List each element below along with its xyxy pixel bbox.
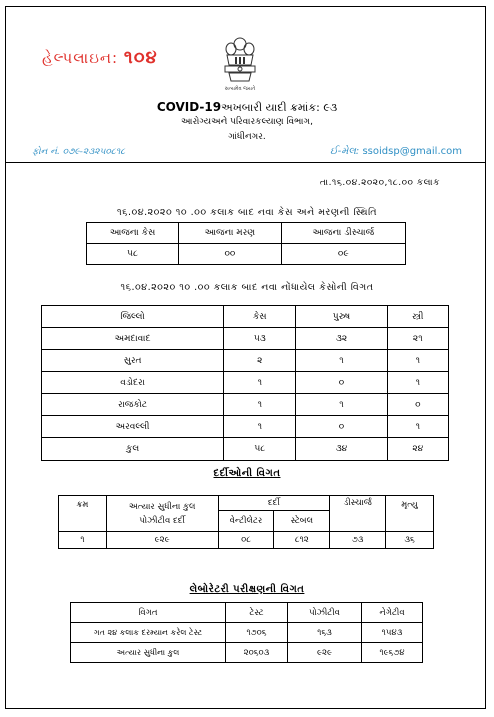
positive-count: ૯૨૯ — [287, 643, 361, 663]
cases-count: ૫૩ — [224, 328, 296, 350]
male-count: ૧ — [296, 350, 387, 372]
negative-count: ૧૫૪૩ — [362, 623, 423, 643]
district-name: અમદાવાદ — [42, 328, 224, 350]
male-count: ૧ — [296, 394, 387, 416]
phone-number: ફોન નં. ૦૭૯-૨૩૨૫૦૮૧૮ — [32, 147, 126, 157]
header-today-deaths: આજના મરણ — [179, 223, 281, 244]
district-name: સુરત — [42, 350, 224, 372]
female-count: ૧ — [387, 350, 448, 372]
header-ventilator: વેન્ટીલેટર — [218, 510, 274, 531]
helpline-number: ૧૦૪ — [123, 47, 158, 68]
tests-count: ૧૭૦૬ — [226, 623, 288, 643]
total-female: ૨૪ — [387, 438, 448, 461]
table-header-row — [87, 223, 406, 244]
detail-label: અત્યાર સુધીના કુલ — [71, 643, 226, 663]
lab-section-title-text: લેબોરેટરી પરીક્ષણની વિગત — [189, 584, 305, 595]
negative-count: ૧૯૬૭૪ — [362, 643, 423, 663]
female-count: ૦ — [387, 394, 448, 416]
detail-label: ગત ૨૪ કલાક દરમ્યાન કરેલ ટેસ્ટ — [71, 623, 226, 643]
header-detail: વિગત — [71, 603, 226, 623]
header-positive: પોઝીટીવ — [287, 603, 361, 623]
stable-count: ૮૧૨ — [274, 532, 330, 549]
header-male: પુરુષ — [296, 306, 387, 328]
email-contact[interactable] — [330, 146, 462, 157]
ventilator-count: ૦૮ — [218, 532, 274, 549]
header-total-positive: અત્યાર સુધીના કુલ પોઝીટીવ દર્દી — [106, 496, 218, 532]
header-today-discharge: આજના ડીસ્ચાર્જ — [281, 223, 405, 244]
table-row — [59, 532, 434, 549]
header-stable: સ્ટેબલ — [274, 510, 330, 531]
death-count: ૩૬ — [386, 532, 434, 549]
header-negative: નેગેટીવ — [362, 603, 423, 623]
press-title-covid: COVID-19 — [156, 100, 222, 114]
status-section-title: ૧૬.૦૪.૨૦૨૦ ૧૦ .૦૦ કલાક બાદ નવા કેસ અને મરણની સ્થિતિ — [116, 207, 378, 218]
header-death: મૃત્યુ — [386, 496, 434, 532]
lab-section-title — [0, 584, 494, 595]
cases-count: ૨ — [224, 350, 296, 372]
department-name: આરોગ્યઅને પરિવારકલ્યાણ વિભાગ, — [181, 117, 313, 127]
cases-count: ૧ — [224, 394, 296, 416]
total-label: કુલ — [42, 438, 224, 461]
district-name: અરવલ્લી — [42, 416, 224, 438]
header-sr: ક્રમ — [59, 496, 107, 532]
total-male: ૩૪ — [296, 438, 387, 461]
press-title-number: અખબારી યાદી ક્રમાંક: ૯૩ — [221, 101, 338, 114]
table-header-row — [71, 603, 423, 623]
today-deaths: ૦૦ — [179, 244, 281, 265]
city-name: ગાંધીનગર. — [228, 132, 266, 142]
emblem-caption: સત્યમેવ જયતે — [224, 86, 256, 92]
header-patients: દર્દી — [218, 496, 330, 511]
header-discharge: ડીસ્ચાર્જ — [330, 496, 386, 532]
release-date: તા.૧૬.૦૪.૨૦૨૦,૧૮.૦૦ કલાક — [319, 178, 440, 188]
patients-section-title-text: દર્દીઓની વિગત — [213, 468, 281, 479]
today-discharge: ૦૯ — [281, 244, 405, 265]
daily-status-table — [86, 222, 406, 265]
district-cases-table — [41, 305, 449, 461]
header-tests: ટેસ્ટ — [226, 603, 288, 623]
header-today-cases: આજના કેસ — [87, 223, 179, 244]
total-cases: ૫૮ — [224, 438, 296, 461]
table-row — [42, 350, 449, 372]
positive-count: ૧૬૩ — [287, 623, 361, 643]
sr-number: ૧ — [59, 532, 107, 549]
helpline-label: હેલ્પલાઇન: — [42, 49, 119, 67]
header-female: સ્ત્રી — [387, 306, 448, 328]
table-header-row — [59, 496, 434, 511]
header-divider — [5, 162, 486, 163]
lab-tests-table — [70, 602, 423, 663]
table-row — [71, 623, 423, 643]
header-cases: કેસ — [224, 306, 296, 328]
email-address[interactable]: ssoidsp@gmail.com — [362, 146, 462, 157]
table-row — [42, 328, 449, 350]
press-release-title — [0, 100, 494, 115]
table-row — [71, 643, 423, 663]
cases-count: ૧ — [224, 372, 296, 394]
table-row — [87, 244, 406, 265]
table-row — [42, 394, 449, 416]
today-cases: ૫૮ — [87, 244, 179, 265]
total-positive: ૯૨૯ — [106, 532, 218, 549]
header-district: જિલ્લો — [42, 306, 224, 328]
tests-count: ૨૦૬૦૩ — [226, 643, 288, 663]
table-header-row — [42, 306, 449, 328]
male-count: ૦ — [296, 416, 387, 438]
female-count: ૧ — [387, 416, 448, 438]
table-row — [42, 416, 449, 438]
table-total-row — [42, 438, 449, 461]
male-count: ૩૨ — [296, 328, 387, 350]
discharge-count: ૭૩ — [330, 532, 386, 549]
patients-section-title — [0, 468, 494, 479]
table-row — [42, 372, 449, 394]
male-count: ૦ — [296, 372, 387, 394]
district-name: વડોદરા — [42, 372, 224, 394]
district-section-title: ૧૬.૦૪.૨૦૨૦ ૧૦ .૦૦ કલાક બાદ નવા નોંધાયેલ કેસોની વિગત — [120, 282, 374, 293]
helpline — [42, 47, 158, 68]
female-count: ૧ — [387, 372, 448, 394]
female-count: ૨૧ — [387, 328, 448, 350]
cases-count: ૧ — [224, 416, 296, 438]
email-label: ઈ-મેલ: — [329, 146, 360, 157]
district-name: રાજકોટ — [42, 394, 224, 416]
patients-table — [58, 495, 434, 549]
national-emblem-icon — [219, 35, 261, 87]
